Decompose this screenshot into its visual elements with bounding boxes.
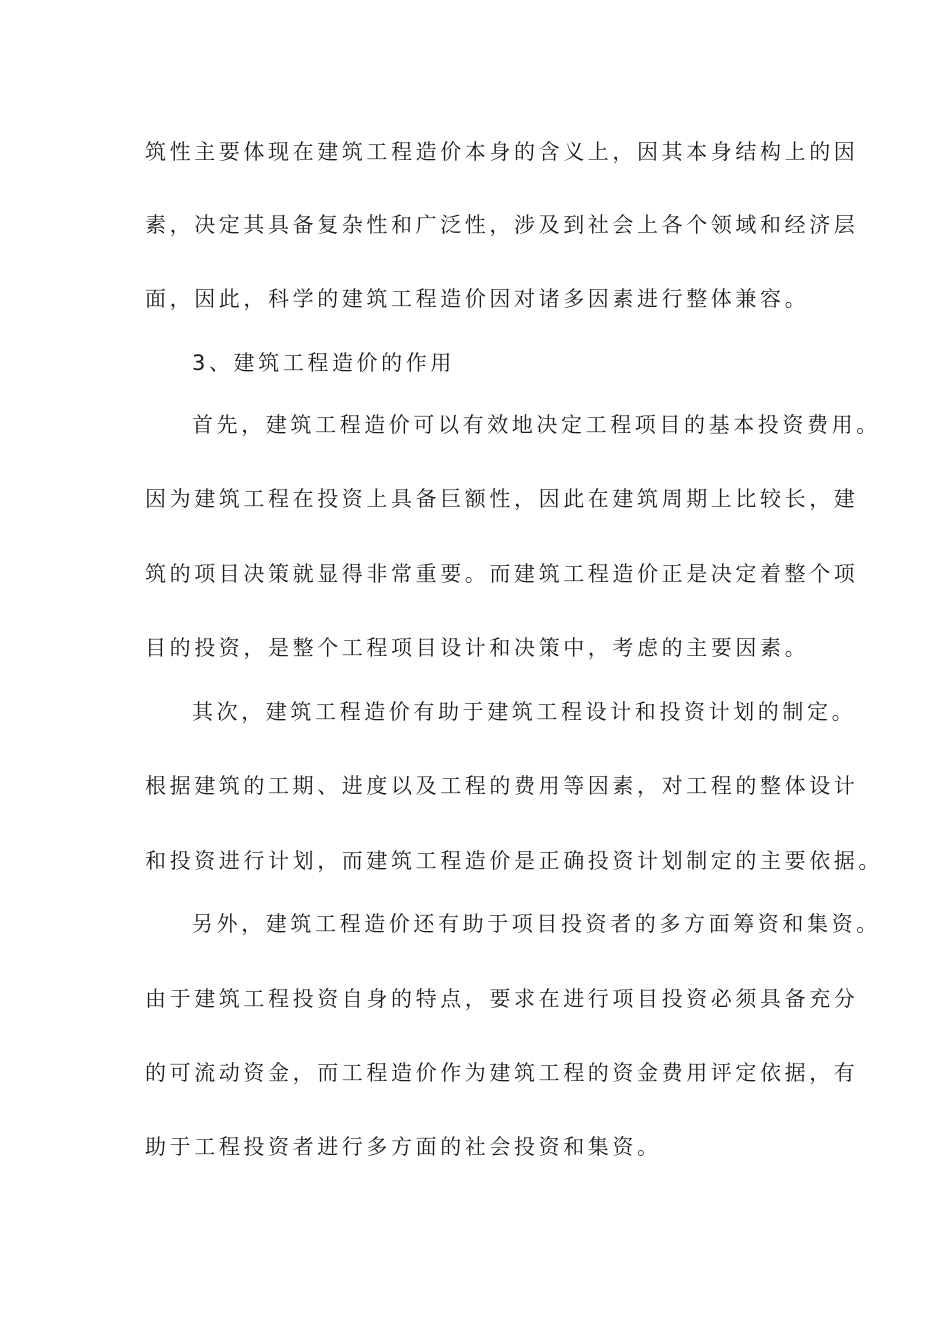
paragraph-line: 另外，建筑工程造价还有助于项目投资者的多方面筹资和集资。 bbox=[192, 912, 881, 936]
paragraph-line: 其次，建筑工程造价有助于建筑工程设计和投资计划的制定。 bbox=[192, 700, 857, 724]
paragraph-line: 素，决定其具备复杂性和广泛性，涉及到社会上各个领域和经济层 bbox=[145, 213, 859, 237]
paragraph-line: 筑的项目决策就显得非常重要。而建筑工程造价正是决定着整个项 bbox=[145, 562, 859, 586]
paragraph-line: 目的投资，是整个工程项目设计和决策中，考虑的主要因素。 bbox=[145, 636, 810, 660]
paragraph-line: 面，因此，科学的建筑工程造价因对诸多因素进行整体兼容。 bbox=[145, 287, 810, 311]
paragraph-line: 首先，建筑工程造价可以有效地决定工程项目的基本投资费用。 bbox=[192, 413, 881, 437]
paragraph-line: 由于建筑工程投资自身的特点，要求在进行项目投资必须具备充分 bbox=[145, 987, 859, 1011]
paragraph-line: 的可流动资金，而工程造价作为建筑工程的资金费用评定依据，有 bbox=[145, 1061, 859, 1085]
section-heading: 3、建筑工程造价的作用 bbox=[192, 351, 455, 375]
paragraph-line: 筑性主要体现在建筑工程造价本身的含义上，因其本身结构上的因 bbox=[145, 140, 859, 164]
paragraph-line: 和投资进行计划，而建筑工程造价是正确投资计划制定的主要依据。 bbox=[145, 849, 883, 873]
paragraph-line: 因为建筑工程在投资上具备巨额性，因此在建筑周期上比较长，建 bbox=[145, 487, 859, 511]
paragraph-line: 助于工程投资者进行多方面的社会投资和集资。 bbox=[145, 1135, 662, 1159]
paragraph-line: 根据建筑的工期、进度以及工程的费用等因素，对工程的整体设计 bbox=[145, 774, 859, 798]
